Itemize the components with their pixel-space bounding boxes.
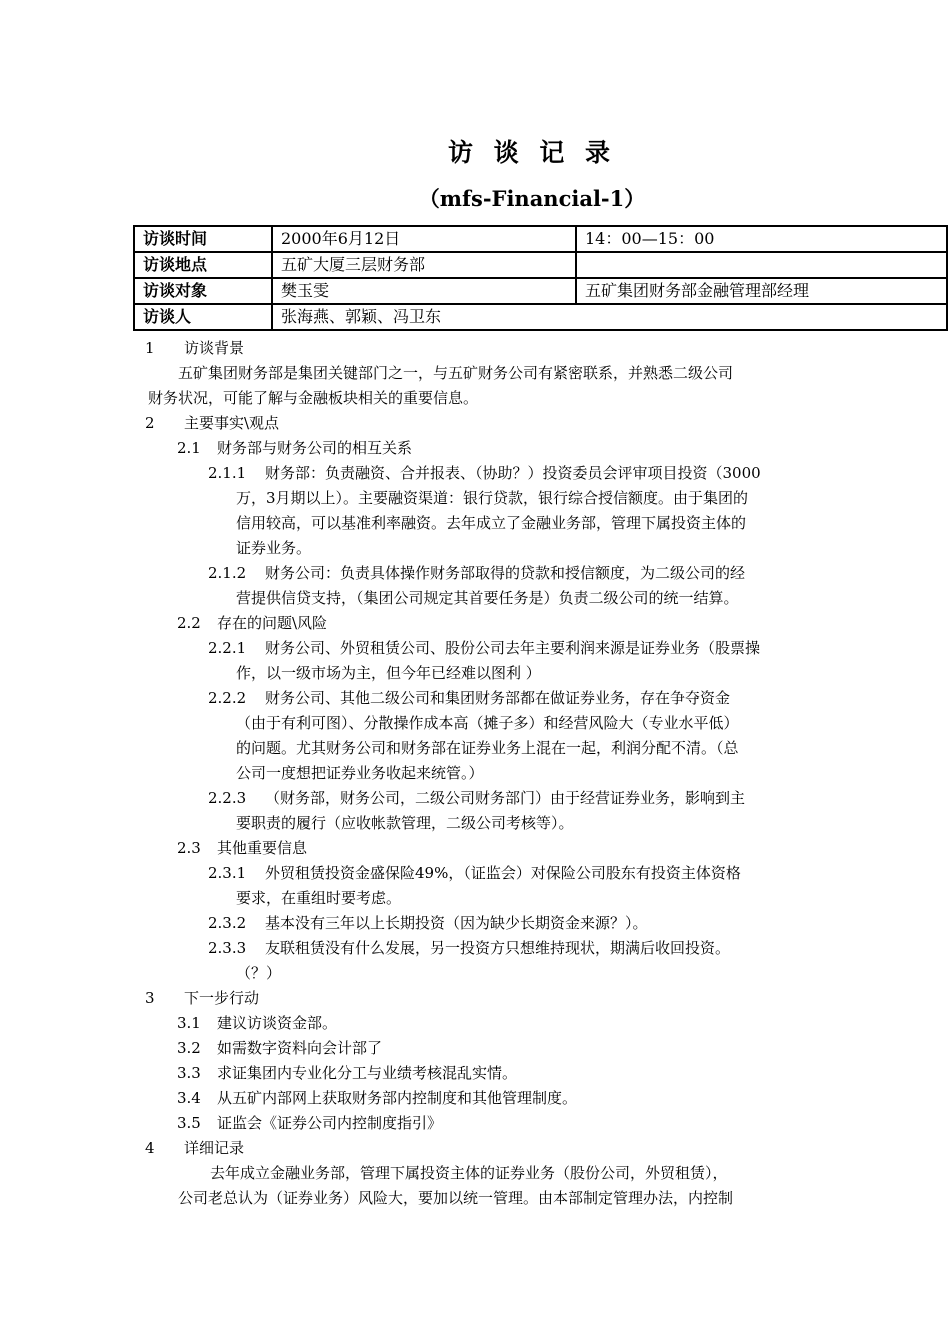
table-row bbox=[134, 252, 947, 278]
subsection-heading: 2.3 其他重要信息 bbox=[177, 839, 308, 857]
interviewee-label: 访谈对象 bbox=[134, 278, 272, 304]
section-heading: 3 下一步行动 bbox=[145, 989, 260, 1007]
list-item: 2.2.1 财务公司、外贸租赁公司、股份公司去年主要利润来源是证券业务（股票操 bbox=[208, 639, 761, 657]
list-item: 3.4 从五矿内部网上获取财务部内控制度和其他管理制度。 bbox=[177, 1089, 578, 1107]
list-item: 3.2 如需数字资料向会计部了 bbox=[177, 1039, 383, 1057]
section-heading: 2 主要事实\观点 bbox=[145, 414, 280, 432]
document-subtitle: （mfs-Financial-1） bbox=[418, 186, 646, 211]
interviewer-label: 访谈人 bbox=[134, 304, 272, 330]
document-body: 1 访谈背景 五矿集团财务部是集团关键部门之一，与五矿财务公司有紧密联系，并熟悉二级公司 财务状况，可能了解与金融板块相关的重要信息。 2 主要事实\观点 2.1 财务部与财务公司的相互关系 2.1.1 财务部：负责融资、合并报表、（协助？）投资委员会评审项目投资（3000 万，3月期以上）。主要融资渠道：银行贷款，银行综合授信额度。由于集团的 信用较高，可以基准利率融资。去年成立了金融业务部，管理下属投资主体的 证券业务。 2.1.2 财务公司：负责具体操作财务部取得的贷款和授信额度，为二级公司的经 营提供信贷支持，（集团公司规定其首要任务是）负责二级公司的统一结算。 2.2 存在的问题\风险 2.2.1 财务公司、外贸租赁公司、股份公司去年主要利润来源是证券业务（股票操 作，以一级市场为主，但今年已经难以图利 ） 2.2.2 财务公司、其他二级公司和集团财务部都在做证券业务，存在争夺资金 （由于有利可图）、分散操作成本高（摊子多）和经营风险大（专业水平低） 的问题。尤其财务公司和财务部在证券业务上混在一起，利润分配不清。（总 公司一度想把证券业务收起来统管。） 2.2.3 （财务部，财务公司，二级公司财务部门）由于经营证券业务，影响到主 要职责的履行（应收帐款管理，二级公司考核等）。 2.3 其他重要信息 2.3.1 外贸租赁投资金盛保险49%，（证监会）对保险公司股东有投资主体资格 要求，在重组时要考虑。 2.3.2 基本没有三年以上长期投资（因为缺少长期资金来源？）。 2.3.3 友联租赁没有什么发展，另一投资方只想维持现状，期满后收回投资。 （？） 3 下一步行动 3.1 建议访谈资金部。 3.2 如需数字资料向会计部了 3.3 求证集团内专业化分工与业绩考核混乱实情。 3.4 从五矿内部网上获取财务部内控制度和其他管理制度。 3.5 证监会《证券公司内控制度指引》 4 详细记录 去年成立金融业务部，管理下属投资主体的证券业务（股份公司，外贸租赁）， 公司老总认为（证券业务）风险大，要加以统一管理。由本部制定管理办法，内控制 bbox=[0, 336, 950, 1211]
section-heading: 1 访谈背景 bbox=[145, 339, 245, 357]
interview-info-table bbox=[133, 225, 948, 331]
list-item: 2.1.2 财务公司：负责具体操作财务部取得的贷款和授信额度，为二级公司的经 bbox=[208, 564, 746, 582]
list-item: 2.3.2 基本没有三年以上长期投资（因为缺少长期资金来源？）。 bbox=[208, 914, 648, 932]
list-item: 2.3.3 友联租赁没有什么发展，另一投资方只想维持现状，期满后收回投资。 bbox=[208, 939, 731, 957]
list-item: 3.3 求证集团内专业化分工与业绩考核混乱实情。 bbox=[177, 1064, 518, 1082]
list-item: 3.1 建议访谈资金部。 bbox=[177, 1014, 338, 1032]
document-title: 访 谈 记 录 bbox=[447, 138, 617, 167]
subsection-heading: 2.1 财务部与财务公司的相互关系 bbox=[177, 439, 413, 457]
interview-time-range: 14：00—15：00 bbox=[576, 226, 947, 252]
list-item: 2.2.2 财务公司、其他二级公司和集团财务部都在做证券业务，存在争夺资金 bbox=[208, 689, 731, 707]
list-item: 2.1.1 财务部：负责融资、合并报表、（协助？）投资委员会评审项目投资（3000 bbox=[208, 464, 761, 482]
list-item: 2.2.3 （财务部，财务公司，二级公司财务部门）由于经营证券业务，影响到主 bbox=[208, 789, 746, 807]
interview-location-extra bbox=[576, 252, 947, 278]
paragraph-line: 五矿集团财务部是集团关键部门之一，与五矿财务公司有紧密联系，并熟悉二级公司 bbox=[178, 364, 734, 382]
paragraph-line: 公司老总认为（证券业务）风险大，要加以统一管理。由本部制定管理办法，内控制 bbox=[178, 1189, 734, 1207]
list-item: 2.3.1 外贸租赁投资金盛保险49%，（证监会）对保险公司股东有投资主体资格 bbox=[208, 864, 741, 882]
list-item: 3.5 证监会《证券公司内控制度指引》 bbox=[177, 1114, 443, 1132]
section-heading: 4 详细记录 bbox=[145, 1139, 245, 1157]
paragraph-line: 去年成立金融业务部，管理下属投资主体的证券业务（股份公司，外贸租赁）， bbox=[210, 1164, 728, 1182]
subsection-heading: 2.2 存在的问题\风险 bbox=[177, 614, 328, 632]
interviewer-names: 张海燕、郭颖、冯卫东 bbox=[272, 304, 947, 330]
interview-location: 五矿大厦三层财务部 bbox=[272, 252, 576, 278]
interview-time-label: 访谈时间 bbox=[134, 226, 272, 252]
interview-location-label: 访谈地点 bbox=[134, 252, 272, 278]
table-row bbox=[134, 226, 947, 252]
paragraph-line: 财务状况，可能了解与金融板块相关的重要信息。 bbox=[148, 389, 479, 407]
interview-date: 2000年6月12日 bbox=[272, 226, 576, 252]
interviewee-title: 五矿集团财务部金融管理部经理 bbox=[576, 278, 947, 304]
table-row bbox=[134, 304, 947, 330]
table-row bbox=[134, 278, 947, 304]
interviewee-name: 樊玉雯 bbox=[272, 278, 576, 304]
